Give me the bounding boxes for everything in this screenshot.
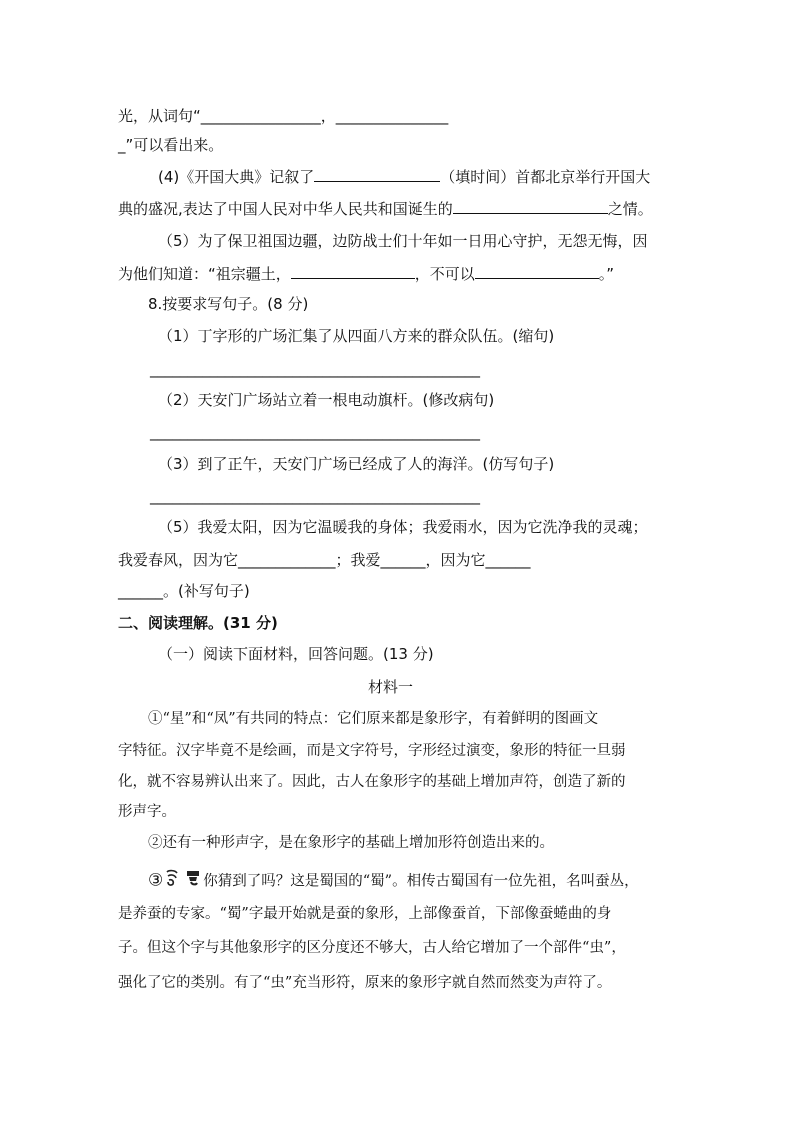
material-p3-line-1 (148, 868, 639, 895)
q7-l4-text: ”可以看出来。 (125, 136, 224, 154)
answer-line[interactable]: ____________________________________________ (150, 360, 480, 378)
material-p3-line-4 (118, 972, 611, 994)
q7-i5-text-3: ，不可以 (414, 265, 475, 283)
q7-item-5-line-2 (118, 262, 614, 285)
material-text: 是养蚕的专家。“蜀”字最开始就是蚕的象形，上部像蚕首，下部像蚕蜷曲的身 (118, 906, 612, 922)
comma: ， (320, 107, 336, 125)
material-p2 (148, 832, 554, 854)
section-2-sub-text: （一）阅读下面材料，回答问题。(13 分) (158, 645, 434, 663)
answer-blank[interactable]: _ (118, 136, 126, 154)
material-title (368, 676, 413, 698)
material-text: ②还有一种形声字，是在象形字的基础上增加形符创造出来的。 (148, 835, 554, 851)
answer-blank[interactable]: _______________ (335, 107, 449, 125)
q8-s5-text-4: ，因为它 (425, 551, 486, 569)
ancient-shu-variant-icon (183, 868, 203, 888)
q7-item-4-line-1 (158, 165, 650, 188)
section-2-heading-text: 二、阅读理解。(31 分) (118, 614, 278, 632)
ancient-shu-variant-icon (183, 868, 203, 895)
q8-s5-text-5: 。(补写句子) (163, 582, 250, 600)
answer-blank[interactable] (475, 262, 599, 279)
q8-s5-text-2: 我爱春风，因为它 (118, 551, 239, 569)
answer-line[interactable]: ____________________________________________ (150, 423, 480, 441)
material-title-text: 材料一 (368, 678, 414, 696)
q7-line-3 (118, 105, 448, 127)
ancient-shu-character-icon (163, 868, 183, 895)
answer-blank[interactable]: ______ (118, 582, 163, 600)
material-p1-line-2 (118, 740, 626, 762)
answer-blank[interactable] (314, 165, 440, 182)
material-p1-line-1 (148, 708, 598, 730)
q8-answer-line-3[interactable] (150, 485, 480, 507)
q8-answer-line-2[interactable] (150, 421, 480, 443)
section-2-subheading (158, 643, 434, 665)
paragraph-number: ③ (148, 870, 164, 891)
answer-blank[interactable]: ______ (485, 551, 531, 569)
material-text: ①“星”和“凤”有共同的特点：它们原来都是象形字，有着鲜明的图画文 (148, 711, 599, 727)
q8-sentence-5-line-2 (118, 549, 531, 571)
material-text: 强化了它的类别。有了“虫”充当形符，原来的象形字就自然而然变为声符了。 (118, 975, 612, 991)
answer-blank[interactable]: _____________ (238, 551, 336, 569)
q8-heading-text: 8.按要求写句子。(8 分) (148, 295, 309, 313)
material-text: 你猜到了吗？这是蜀国的“蜀”。相传古蜀国有一位先祖，名叫蚕丛， (203, 873, 639, 890)
material-p1-line-4 (118, 801, 176, 823)
q8-s2-text: （2）天安门广场站立着一根电动旗杆。(修改病句) (158, 391, 495, 409)
q7-i4-text-4: 之情。 (607, 200, 653, 218)
material-p1-line-3 (118, 771, 626, 793)
material-text: 字特征。汉字毕竟不是绘画，而是文字符号，字形经过演变，象形的特征一旦弱 (118, 743, 626, 759)
answer-blank[interactable] (453, 197, 608, 214)
answer-blank[interactable]: ______ (380, 551, 426, 569)
q7-line-4 (118, 134, 223, 156)
q7-l3-text: 光，从词句“ (118, 107, 201, 125)
q7-item-5-line-1 (158, 230, 648, 252)
answer-blank[interactable] (291, 262, 415, 279)
q8-heading (148, 293, 308, 315)
q7-i4-text-3: 典的盛况,表达了中国人民对中华人民共和国诞生的 (118, 200, 453, 218)
q8-s5-text: （5）我爱太阳，因为它温暖我的身体；我爱雨水，因为它洗净我的灵魂； (158, 518, 648, 536)
material-text: 化，就不容易辨认出来了。因此，古人在象形字的基础上增加声符，创造了新的 (118, 774, 626, 790)
q8-sentence-2 (158, 389, 494, 411)
material-text: 子。但这个字与其他象形字的区分度还不够大，古人给它增加了一个部件“虫”， (118, 940, 626, 956)
q8-sentence-3 (158, 453, 554, 475)
q7-i4-text-2: （填时间）首都北京举行开国大 (440, 168, 651, 186)
material-p3-line-3 (118, 937, 626, 959)
q8-sentence-1 (158, 325, 554, 347)
q8-s1-text: （1）丁字形的广场汇集了从四面八方来的群众队伍。(缩句) (158, 327, 555, 345)
q8-answer-line-1[interactable] (150, 358, 480, 380)
material-text: 形声字。 (118, 804, 176, 820)
q8-sentence-5-line-3 (118, 580, 250, 602)
section-2-heading (118, 612, 278, 634)
q8-s3-text: （3）到了正午，天安门广场已经成了人的海洋。(仿写句子) (158, 455, 555, 473)
material-p3-line-2 (118, 903, 611, 925)
q7-i5-text: （5）为了保卫祖国边疆，边防战士们十年如一日用心守护，无怨无悔，因 (158, 232, 648, 250)
answer-line[interactable]: ____________________________________________ (150, 487, 480, 505)
ancient-shu-character-icon (163, 868, 183, 888)
answer-blank[interactable]: ________________ (200, 107, 321, 125)
q7-i4-text: (4)《开国大典》记叙了 (158, 168, 315, 186)
q8-sentence-5-line-1 (158, 516, 648, 538)
q7-i5-text-2: 为他们知道：“祖宗疆土， (118, 265, 291, 283)
q8-s5-text-3: ；我爱 (335, 551, 381, 569)
q7-item-4-line-2 (118, 197, 653, 220)
q7-i5-text-4: 。” (598, 265, 615, 283)
